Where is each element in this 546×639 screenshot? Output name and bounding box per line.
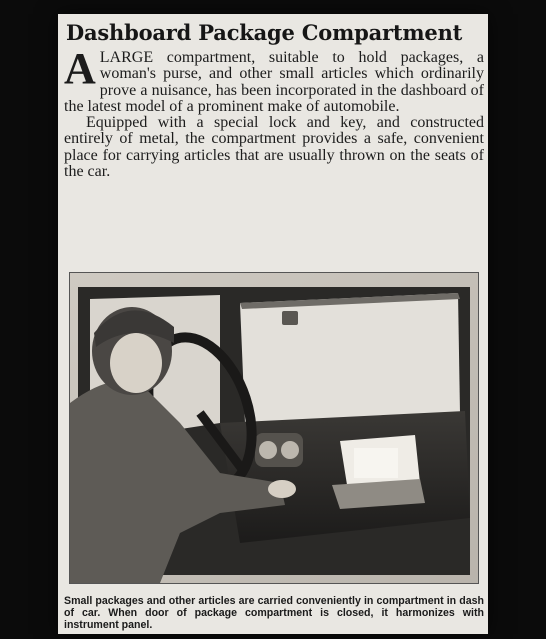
photo-caption: Small packages and other articles are carried conveniently in compartment in dash of car. When door of package compartment is closed, it harmonizes with instrument panel. bbox=[64, 595, 484, 631]
car-interior-illustration bbox=[70, 273, 478, 583]
article-body bbox=[64, 44, 484, 181]
drop-cap: A bbox=[64, 44, 96, 93]
magazine-page bbox=[58, 14, 488, 634]
article-headline: Dashboard Package Compartment bbox=[66, 20, 463, 45]
paragraph-1 bbox=[64, 44, 484, 115]
paragraph-1-text: LARGE compartment, suitable to hold packages, a woman's purse, and other small articles which ordinarily prove a nuisance, has been incorporated in the dashboard of the latest model of a prominent make of automobile. bbox=[64, 49, 484, 115]
paragraph-2: Equipped with a special lock and key, and constructed entirely of metal, the compartment provides a safe, convenient place for carrying articles that are usually thrown on the seats of the car. bbox=[64, 114, 484, 181]
article-photo bbox=[69, 272, 479, 584]
